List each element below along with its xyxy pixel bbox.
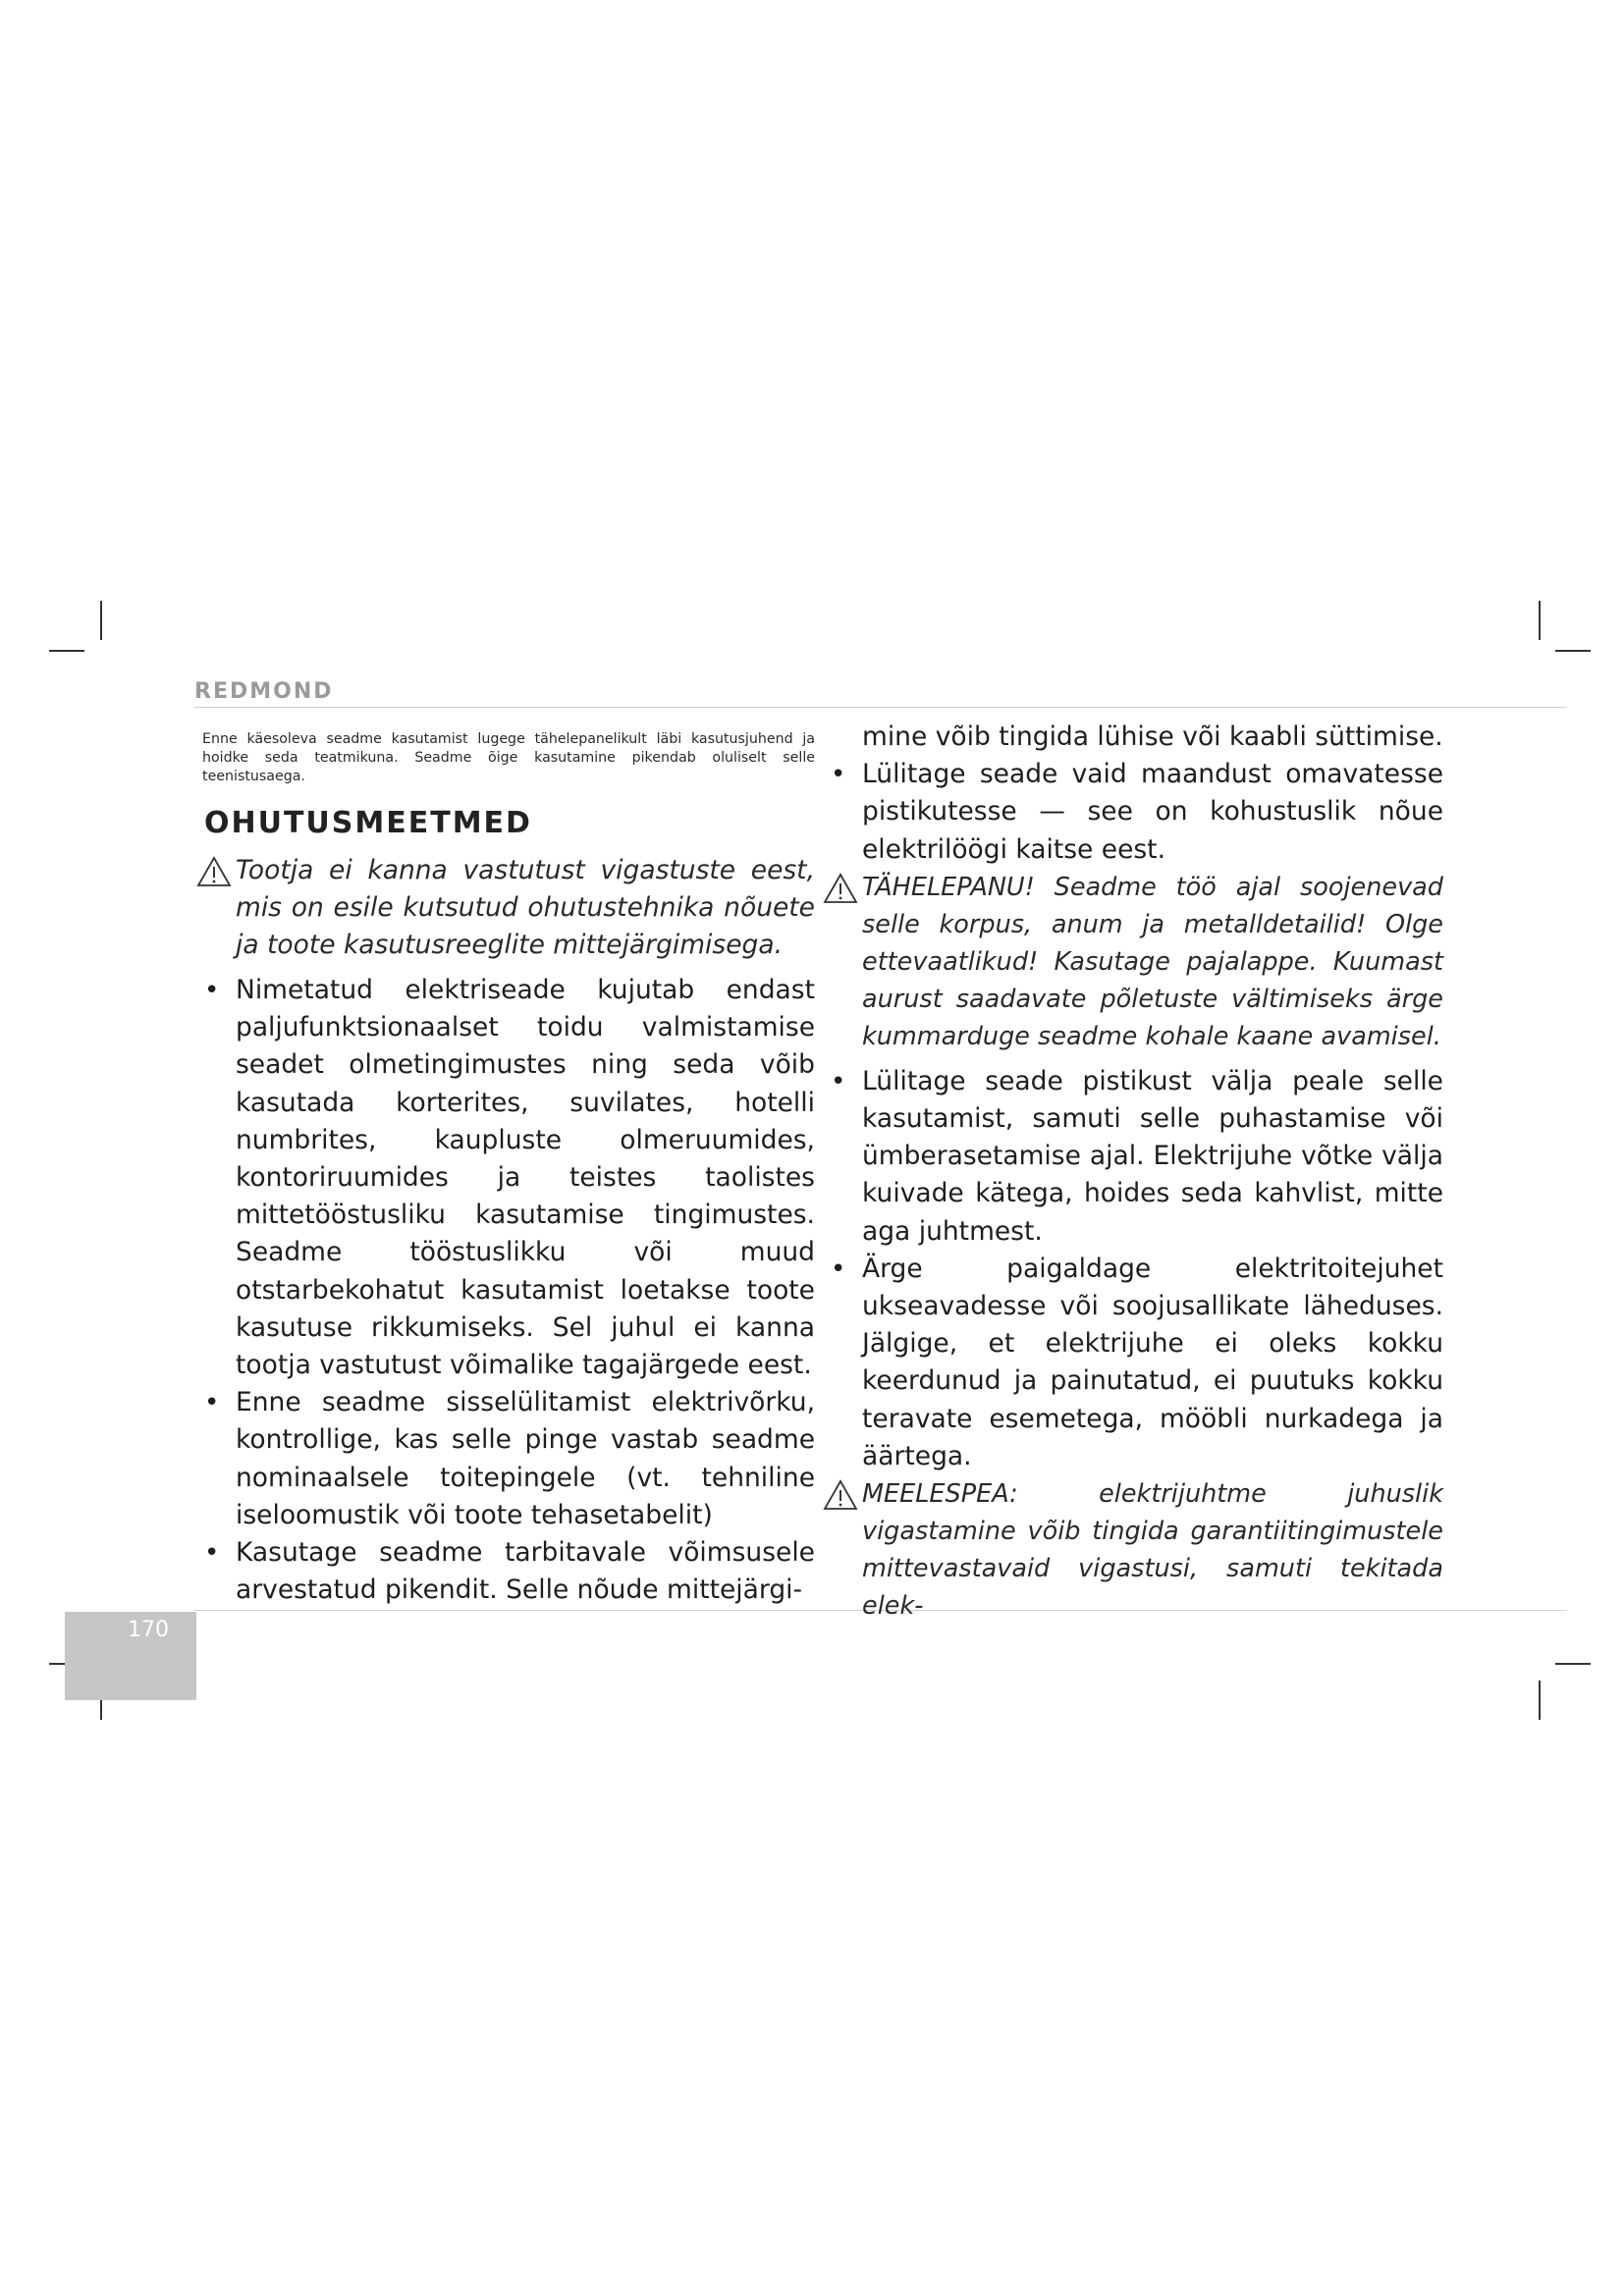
warning-triangle-icon (823, 873, 858, 904)
crop-mark (1539, 601, 1541, 640)
continued-text: mine võib tingida lühise või kaabli süttimise. (862, 721, 1443, 752)
crop-mark (1555, 1663, 1591, 1665)
header-divider (194, 707, 1567, 708)
left-column (196, 719, 815, 1609)
warning-block (823, 1475, 1443, 1625)
safety-list (196, 972, 815, 1609)
bullet: • (831, 1254, 846, 1284)
bullet: • (204, 1388, 220, 1418)
warning-triangle-icon (823, 1479, 858, 1511)
crop-mark (1539, 1681, 1541, 1720)
list-item: • Lülitage seade vaid maandust omavatesse pistikutesse — see on kohustuslik nõue elektrilöögi kaitse eest. (823, 756, 1443, 869)
list-item: • Ärge paigaldage elektritoitejuhet ukseavadesse või soojusallikate läheduses. Jälgige, et elektrijuhe ei oleks kokku keerdunud ja painutatud, ei puutuks kokku teravate esemetega, mööbli nurkadega ja äärtega. (823, 1251, 1443, 1475)
bullet: • (204, 1538, 220, 1569)
crop-mark (49, 650, 84, 652)
intro-note: Enne käesoleva seadme kasutamist lugege tähelepanelikult läbi kasutusjuhend ja hoidke seda teatmikuna. Seadme õige kasutamine pikendab oluliselt selle teenistusaega. (202, 731, 815, 784)
warning-text: MEELESPEA: elektrijuhtme juhuslik vigastamine võib tingida garantiitingimustele mittevastavaid vigastusi, samuti tekitada elek- (862, 1479, 1443, 1622)
list-item: • Enne seadme sisselülitamist elektrivõrku, kontrollige, kas selle pinge vastab seadme nominaalsele toitepingele (vt. tehniline iseloomustik või toote tehasetabelit) (196, 1384, 815, 1534)
warning-triangle-icon (196, 856, 232, 887)
list-item: • Nimetatud elektriseade kujutab endast paljufunktsionaalset toidu valmistamise seadet olmetingimustes ning seda võib kasutada korterites, suvilates, hotelli numbrites, kaupluste olmeruumides, kontoriruumides ja teistes taolistes mittetööstusliku kasutamise tingimustes. Seadme tööstuslikku või muud otstarbekohatut kasutamist loetakse toote kasutuse rikkumiseks. Sel juhul ei kanna tootja vastutust võimalike tagajärgede eest. (196, 972, 815, 1384)
warning-text: TÄHELEPANU! Seadme töö ajal soojenevad selle korpus, anum ja metalldetailid! Olge ettevaatlikud! Kasutage pajalappe. Kuumast aurust saadavate põletuste vältimiseks ärge kummarduge seadme kohale kaane avamisel. (862, 872, 1443, 1051)
bullet: • (831, 1066, 846, 1096)
bullet: • (204, 976, 220, 1005)
safety-list (823, 756, 1443, 869)
section-title: OHUTUSMEETMED (204, 806, 532, 840)
list-item: • Lülitage seade pistikust välja peale selle kasutamist, samuti selle puhastamise või ümberasetamise ajal. Elektrijuhe võtke välja kuivade kätega, hoides seda kahvlist, mitte aga juhtmest. (823, 1063, 1443, 1251)
bullet: • (831, 760, 846, 790)
crop-mark (1555, 650, 1591, 652)
list-item: • Kasutage seadme tarbitavale võimsusele arvestatud pikendit. Selle nõude mittejärgi- (196, 1534, 815, 1609)
warning-text: Tootja ei kanna vastutust vigastuste eest, mis on esile kutsutud ohutustehnika nõuete ja toote kasutusreeglite mittejärgimisega. (236, 855, 815, 960)
crop-mark (100, 601, 102, 640)
right-column (823, 719, 1443, 1625)
warning-block (823, 869, 1443, 1055)
page-number: 170 (128, 1618, 169, 1642)
safety-list (823, 1063, 1443, 1475)
warning-block (196, 852, 815, 964)
brand-logo: REDMOND (194, 679, 334, 704)
